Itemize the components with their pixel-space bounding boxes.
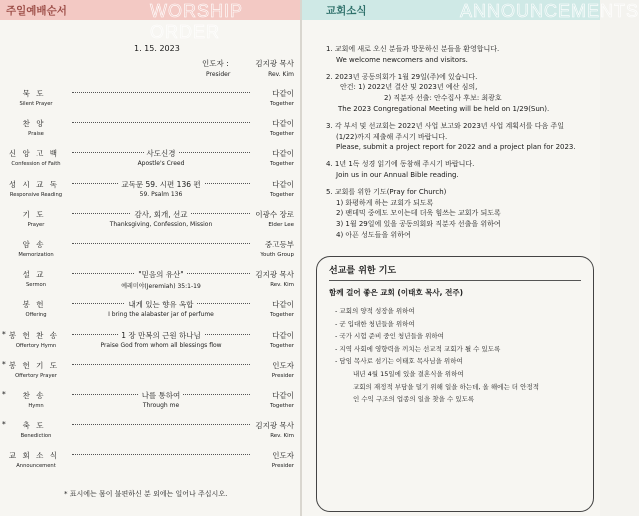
announcement-title: 5. 교회를 위한 기도(Pray for Church) xyxy=(326,187,447,196)
order-item-detail-en: Through me xyxy=(142,402,180,409)
order-item-detail xyxy=(72,269,250,280)
prayer-item: - 지역 사회에 영향력을 끼치는 선교적 교회가 될 수 있도록 xyxy=(335,344,501,353)
order-item-en: Announcement xyxy=(16,463,56,470)
prayer-item: - 교회의 양적 성장을 위하여 xyxy=(335,307,415,315)
announcement-line: (1/22)까지 제출해 주시기 바랍니다. xyxy=(336,132,448,141)
order-item-detail-en: 59. Psalm 136 xyxy=(139,190,183,198)
order-item-kr-text: 교 회 소 식 xyxy=(8,451,60,461)
presider-name-en: Rev. Kim xyxy=(268,71,294,78)
order-item-kr xyxy=(4,118,64,129)
order-item-en: Responsive Reading xyxy=(9,191,63,198)
presider-label-en: Presider xyxy=(206,71,231,78)
order-row xyxy=(0,450,300,480)
order-item-leader-en: Together xyxy=(270,131,294,138)
order-item-detail-text: 내게 있는 향유 옥합 xyxy=(125,300,196,309)
order-item-detail-text: 사도신경 xyxy=(144,149,179,158)
order-item-kr-text: 봉 헌 찬 송 xyxy=(8,330,60,340)
standing-mark: * xyxy=(2,329,8,339)
announcement-item xyxy=(326,187,590,241)
order-item-detail-text: 교독문 59. 시편 136 편 xyxy=(118,180,203,189)
dotted-leader xyxy=(72,122,250,123)
order-item-detail-text: 감사, 회개, 선교 xyxy=(131,210,190,219)
order-item-en: Hymn xyxy=(28,403,44,409)
order-item-kr xyxy=(4,450,64,461)
order-item-kr xyxy=(4,420,64,431)
service-date: 1. 15. 2023 xyxy=(134,44,180,53)
header-title-kr: 주일예배순서 xyxy=(6,5,67,17)
order-item-kr-text: 성 시 교 독 xyxy=(8,179,60,189)
prayer-item: - 군 입대한 청년들을 위하여 xyxy=(335,319,415,328)
standing-mark: * xyxy=(2,359,8,369)
order-row xyxy=(0,239,300,269)
dotted-leader xyxy=(72,364,250,365)
order-item-leader-en: Presider xyxy=(271,372,294,379)
presider-name: 김지광 목사 xyxy=(255,59,294,68)
order-item-leader: 인도자 xyxy=(272,360,294,370)
order-item-leader-en: Together xyxy=(270,403,294,409)
order-item-kr-text: 찬 양 xyxy=(22,119,46,129)
order-item-en: Offering xyxy=(25,312,47,319)
order-item-leader: 김지광 목사 xyxy=(255,270,294,280)
order-row xyxy=(0,209,300,239)
order-item-leader: 다같이 xyxy=(272,330,294,340)
prayer-item: - 국가 시험 준비 중인 청년들을 위하여 xyxy=(335,332,444,341)
order-item-leader: 중고등부 xyxy=(265,240,294,249)
order-item-kr xyxy=(4,360,64,371)
worship-order-page xyxy=(0,0,300,516)
header-title-kr: 교회소식 xyxy=(326,5,367,17)
order-item-leader: 다같이 xyxy=(272,300,294,310)
presider-block xyxy=(150,58,294,78)
announcement-item xyxy=(326,121,590,153)
prayer-item: 내년 4월 15일에 있을 결혼식을 위하여 xyxy=(353,369,464,378)
order-item-leader-en: Rev. Kim xyxy=(270,282,294,289)
announcements-header xyxy=(302,0,639,21)
order-item-detail xyxy=(72,179,250,190)
order-row xyxy=(0,330,300,360)
order-item-leader: 다같이 xyxy=(272,391,294,400)
worship-order-header xyxy=(0,0,300,42)
order-item-leader-en: Rev. Kim xyxy=(270,433,294,440)
dotted-leader xyxy=(72,424,250,425)
order-item-detail-en: Apostle's Creed xyxy=(137,160,185,168)
order-item-en: Offertory Prayer xyxy=(15,372,57,379)
order-item-leader-en: Together xyxy=(270,191,294,198)
order-item-leader-en: Together xyxy=(270,342,294,349)
order-row xyxy=(0,118,300,148)
order-item-detail-text: "믿음의 유산" xyxy=(135,270,187,279)
order-item-kr xyxy=(4,88,64,99)
order-row xyxy=(0,88,300,118)
announcement-title: 1. 교회에 새로 오신 분들과 방문하신 분들을 환영합니다. xyxy=(326,45,500,53)
announcement-title: 4. 1년 1독 성경 읽기에 동참해 주시기 바랍니다. xyxy=(326,160,475,169)
order-item-detail-en: 예레미야(Jeremiah) 35:1-19 xyxy=(121,283,201,291)
order-row xyxy=(0,360,300,390)
announcement-line: The 2023 Congregational Meeting will be held on 1/29(Sun). xyxy=(338,104,550,113)
announcement-line: 안건: 1) 2022년 결산 및 2023년 예산 심의, xyxy=(340,83,478,92)
order-item-kr xyxy=(4,209,64,220)
order-item-detail xyxy=(72,299,250,310)
prayer-title: 선교를 위한 기도 xyxy=(329,263,581,281)
order-item-leader-en: Together xyxy=(270,101,294,107)
announcement-item xyxy=(326,44,590,66)
order-item-en: Memorization xyxy=(18,252,54,258)
standing-footnote: * 표시에는 몸이 불편하신 분 외에는 일어나 주십시오. xyxy=(64,490,228,498)
order-row xyxy=(0,179,300,209)
order-item-kr xyxy=(4,239,64,250)
order-item-leader-en: Elder Lee xyxy=(268,221,294,228)
order-item-en: Sermon xyxy=(25,282,47,289)
presider-label: 인도자 : xyxy=(202,59,229,68)
order-item-detail xyxy=(72,209,250,220)
order-item-kr xyxy=(4,269,64,280)
order-item-detail-text: 나를 통하여 xyxy=(139,391,184,400)
order-item-kr xyxy=(4,390,64,401)
header-title-en: ANNOUNCEMENTS xyxy=(460,1,639,21)
order-item-leader: 인도자 xyxy=(272,451,294,461)
order-item-leader: 다같이 xyxy=(272,179,294,189)
order-item-leader-en: Youth Group xyxy=(260,252,294,258)
dotted-leader xyxy=(72,243,250,244)
order-row xyxy=(0,299,300,329)
announcement-line: 2) 직분자 선출: 안수집사 후보: 최광호 xyxy=(384,94,502,103)
order-item-en: Offertory Hymn xyxy=(15,342,57,349)
order-row xyxy=(0,148,300,178)
announcement-line: Join us in our Annual Bible reading. xyxy=(336,170,459,179)
order-row xyxy=(0,269,300,299)
prayer-item: 교회의 재정적 부담을 덜기 위해 일을 하는데, 올 해에는 더 안정적 xyxy=(353,382,539,391)
order-row xyxy=(0,420,300,450)
order-item-kr xyxy=(4,299,64,310)
announcement-title: 2. 2023년 공동의회가 1월 29일(주)에 있습니다. xyxy=(326,72,478,81)
order-item-leader-en: Presider xyxy=(271,463,294,470)
announcement-list xyxy=(326,44,590,247)
prayer-item: 인 수익 구조의 업종의 일을 찾을 수 있도록 xyxy=(353,395,475,404)
dotted-leader xyxy=(72,454,250,455)
order-item-kr-text: 설 교 xyxy=(22,270,46,280)
order-item-detail xyxy=(72,148,250,159)
order-item-leader: 다같이 xyxy=(272,89,294,98)
announcement-line: 1) 화평하게 하는 교회가 되도록 xyxy=(336,198,434,207)
mission-prayer-box xyxy=(316,256,594,512)
announcement-line: 4) 아픈 성도들을 위하여 xyxy=(336,230,411,239)
standing-mark: * xyxy=(2,390,8,399)
standing-mark: * xyxy=(2,420,8,430)
announcement-line: Please, submit a project report for 2022 and a project plan for 2023. xyxy=(336,143,576,152)
prayer-items xyxy=(335,305,585,406)
order-item-kr-text: 기 도 xyxy=(22,209,46,219)
order-item-kr-text: 찬 송 xyxy=(22,391,46,400)
order-item-en: Prayer xyxy=(27,221,45,228)
order-item-leader: 다같이 xyxy=(272,119,294,129)
order-item-kr-text: 신 앙 고 백 xyxy=(8,149,60,159)
order-item-en: Praise xyxy=(28,131,44,138)
order-item-leader-en: Together xyxy=(270,312,294,319)
order-item-kr xyxy=(4,179,64,190)
order-item-kr xyxy=(4,330,64,341)
order-item-kr xyxy=(4,148,64,159)
order-row xyxy=(0,390,300,420)
order-item-leader: 김지광 목사 xyxy=(255,421,294,431)
order-item-detail xyxy=(72,330,250,341)
announcement-title: 3. 각 부서 및 선교회는 2022년 사업 보고와 2023년 사업 계획서를 다음 주일 xyxy=(326,121,565,130)
prayer-item: - 담임 목사로 섬기는 이태호 목사님을 위하여 xyxy=(335,357,463,366)
order-item-leader: 다같이 xyxy=(272,149,294,159)
header-title-en: WORSHIP ORDER xyxy=(150,1,243,42)
announcements-page xyxy=(302,0,639,516)
order-item-leader: 이광수 장로 xyxy=(255,209,294,219)
order-item-leader-en: Together xyxy=(270,161,294,168)
announcement-line: 3) 1월 29일에 있을 공동의회와 직분자 선출을 위하여 xyxy=(336,220,501,229)
order-item-detail-text: 1 장 만복의 근원 하나님 xyxy=(118,331,204,340)
order-item-en: Benediction xyxy=(20,433,52,440)
dotted-leader xyxy=(72,92,250,93)
prayer-heading: 함께 걸어 좋은 교회 (이태호 목사, 전주) xyxy=(329,288,464,297)
order-item-detail-en: Thanksgiving, Confession, Mission xyxy=(109,220,213,228)
order-item-detail-en: Praise God from whom all blessings flow xyxy=(100,341,222,349)
order-item-kr-text: 묵 도 xyxy=(22,89,46,98)
order-item-detail-en: I bring the alabaster jar of perfume xyxy=(108,311,214,319)
order-item-kr-text: 봉 헌 기 도 xyxy=(8,360,60,370)
order-item-detail xyxy=(72,390,250,401)
order-item-en: Confession of Faith xyxy=(11,161,61,168)
announcement-item xyxy=(326,72,590,115)
order-item-kr-text: 축 도 xyxy=(22,421,46,431)
announcement-line: 2) 팬데믹 중에도 모이는데 더욱 힘쓰는 교회가 되도록 xyxy=(336,209,501,218)
order-item-kr-text: 봉 헌 xyxy=(22,300,46,310)
announcement-item xyxy=(326,159,590,181)
order-item-kr-text: 암 송 xyxy=(22,240,46,249)
announcement-line: We welcome newcomers and visitors. xyxy=(336,55,468,64)
order-item-en: Silent Prayer xyxy=(19,101,53,107)
